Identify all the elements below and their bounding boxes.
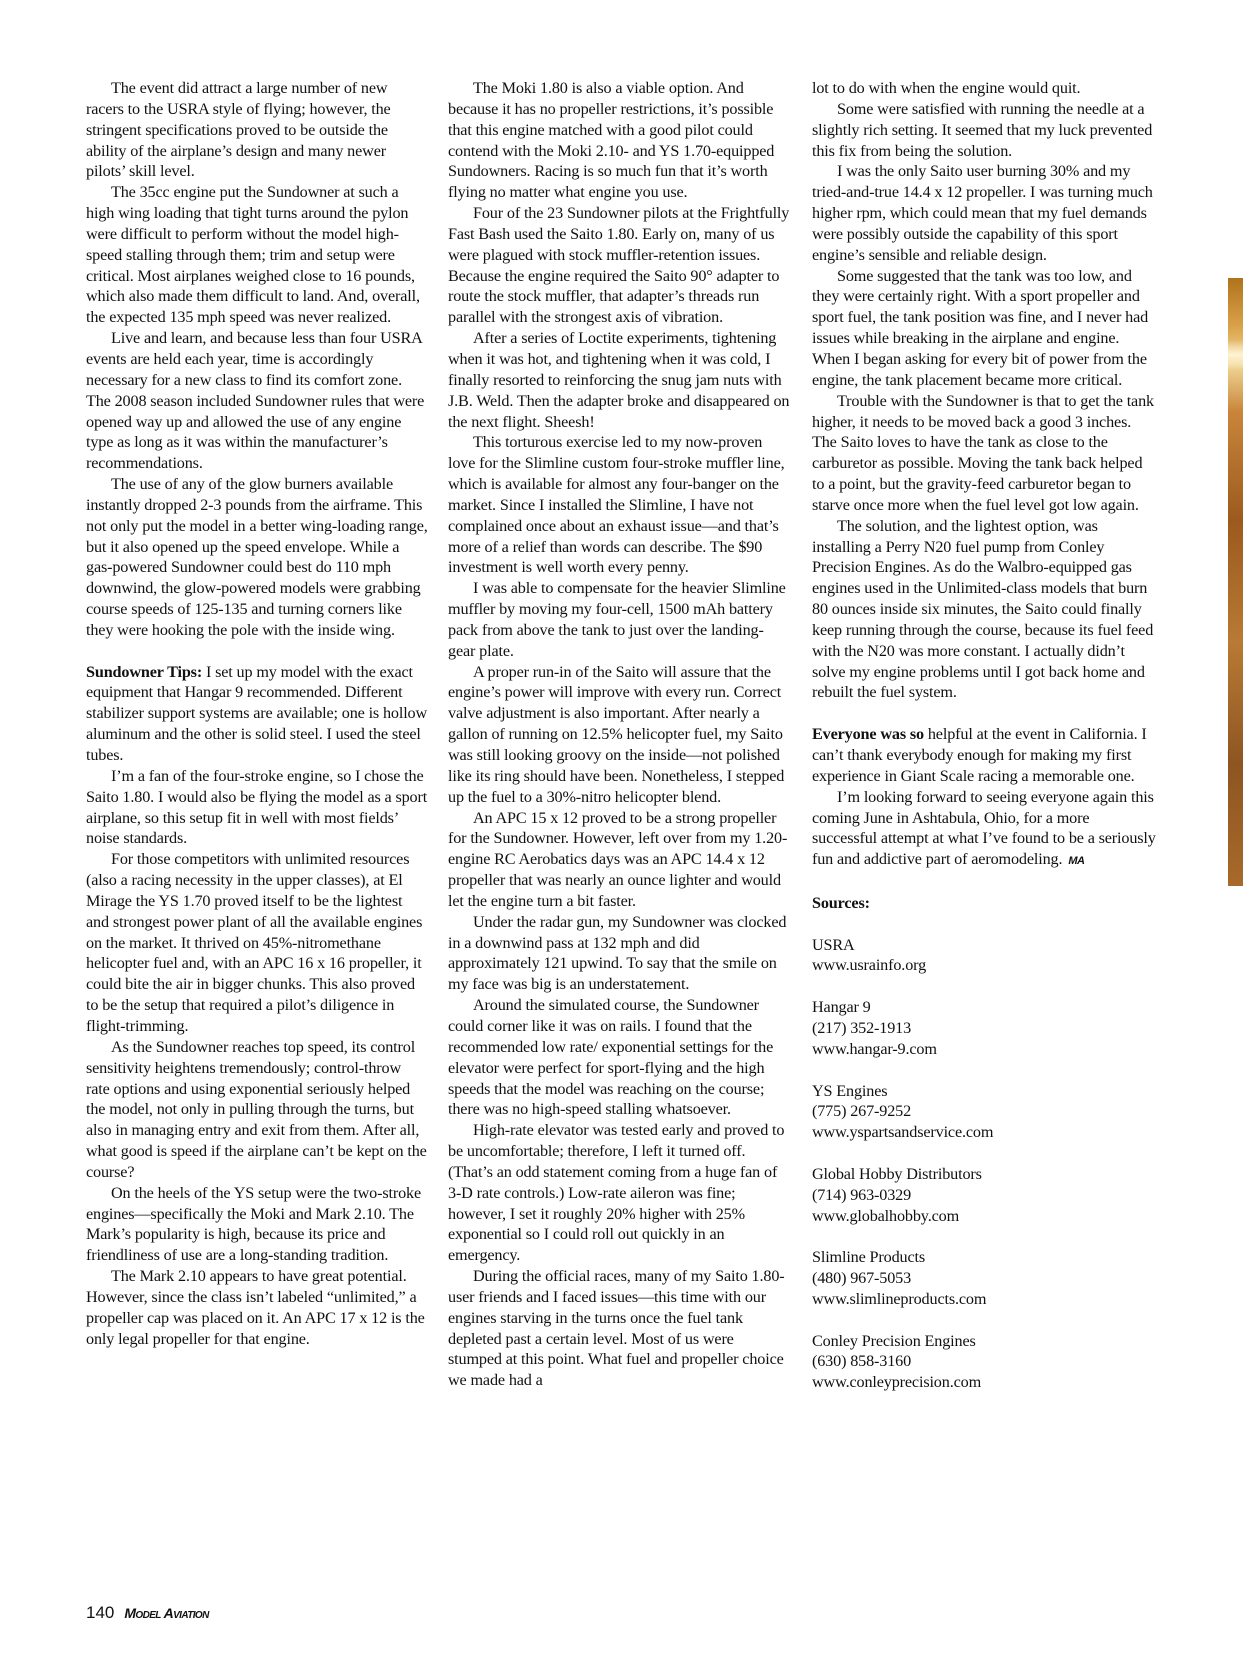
- magazine-title: Model Aviation: [124, 1605, 209, 1621]
- edge-photo-highlight: [1228, 340, 1243, 370]
- paragraph: A proper run-in of the Saito will assure that the engine’s power will improve with every run. Correct valve adjustment is also important. After nearly a gallon of running on 12.5% helicopter fuel, my Saito was still looking groovy on the inside—not polished like its ring should have been. Nonetheless, I stepped up the fuel to a 30%-nitro helicopter blend.: [448, 662, 785, 806]
- paragraph: On the heels of the YS setup were the two-stroke engines—specifically the Moki and Mark 2.10. The Mark’s popularity is high, because its price and friendliness of use are a long-standing tradition.: [86, 1183, 422, 1265]
- article-column-3: [812, 78, 1156, 1393]
- ma-signoff-logo: MA: [1068, 855, 1085, 868]
- source-name: Slimline Products: [812, 1248, 926, 1267]
- paragraph: Around the simulated course, the Sundowner could corner like it was on rails. I found that the recommended low rate/ exponential settings for the elevator were perfect for sport-flying and the high speeds that the model was reaching on the course; there was no high-speed stalling whatsoever.: [448, 996, 774, 1119]
- sources-heading-text: Sources:: [812, 893, 870, 912]
- paragraph: This torturous exercise led to my now-proven love for the Slimline custom four-stroke muffler line, which is available for almost any four-banger on the market. Since I installed the Slimline, I have not complained once about an exhaust issue—and that’s more of a relief than words can describe. The $90 investment is well worth every penny.: [448, 433, 785, 577]
- final-paragraph: [812, 787, 1156, 872]
- sundowner-tips-paragraph: [86, 662, 428, 766]
- closing-text: helpful at the event in California. I can’t thank everybody enough for making my first experience in Giant Scale racing a memorable one.: [812, 725, 1147, 785]
- source-web: www.globalhobby.com: [812, 1206, 960, 1225]
- closing-paragraph: [812, 724, 1156, 787]
- source-entry: [812, 1164, 1156, 1227]
- source-name: Conley Precision Engines: [812, 1331, 976, 1350]
- source-phone: (630) 858-3160: [812, 1352, 912, 1371]
- source-entry: [812, 1247, 1156, 1310]
- paragraph: An APC 15 x 12 proved to be a strong propeller for the Sundowner. However, left over from my 1.20-engine RC Aerobatics days was an APC 14.4 x 12 propeller that was nearly an ounce lighter and would let the engine turn a bit faster.: [448, 808, 788, 910]
- source-web: www.yspartsandservice.com: [812, 1123, 994, 1142]
- source-phone: (480) 967-5053: [812, 1269, 912, 1288]
- tips-text: I set up my model with the exact equipment that Hangar 9 recommended. Different stabilizer support systems are available; one is hollow aluminum and the other is solid steel. I used the steel tubes.: [86, 662, 428, 764]
- paragraph: Trouble with the Sundowner is that to get the tank higher, it needs to be moved back a good 3 inches. The Saito loves to have the tank as close to the carburetor as possible. Moving the tank back helped to a point, but the gravity-feed carburetor began to starve once more when the fuel level got low again.: [812, 391, 1154, 514]
- closing-lead: Everyone was so: [812, 725, 924, 744]
- paragraph: High-rate elevator was tested early and proved to be uncomfortable; therefore, I left it turned off. (That’s an odd statement coming from a huge fan of 3-D rate controls.) Low-rate aileron was fine; however, I set it roughly 20% higher with 25% exponential so I could roll out quickly in an emergency.: [448, 1121, 785, 1265]
- article-column-2: [448, 78, 790, 1391]
- source-phone: (217) 352-1913: [812, 1018, 912, 1037]
- source-entry: [812, 997, 1156, 1060]
- paragraph: I was able to compensate for the heavier Slimline muffler by moving my four-cell, 1500 mAh battery pack from above the tank to just over the landing-gear plate.: [448, 579, 786, 660]
- paragraph: The event did attract a large number of new racers to the USRA style of flying; however, the stringent specifications proved to be outside the ability of the airplane’s design and many newer pilots’ skill level.: [86, 79, 391, 181]
- source-phone: (714) 963-0329: [812, 1185, 912, 1204]
- source-name: YS Engines: [812, 1081, 888, 1100]
- source-web: www.usrainfo.org: [812, 956, 927, 975]
- page-number: 140: [86, 1603, 115, 1622]
- paragraph: The use of any of the glow burners available instantly dropped 2-3 pounds from the airframe. This not only put the model in a better wing-loading range, but it also opened up the speed envelope. While a gas-powered Sundowner could best do 110 mph downwind, the glow-powered models were grabbing course speeds of 125-135 and turning corners like they were hooking the pole with the inside wing.: [86, 475, 428, 639]
- paragraph: I’m a fan of the four-stroke engine, so I chose the Saito 1.80. I would also be flying the model as a sport airplane, so this setup fit in well with most fields’ noise standards.: [86, 766, 428, 848]
- paragraph: The Mark 2.10 appears to have great potential. However, since the class isn’t labeled “unlimited,” a propeller cap was placed on it. An APC 17 x 12 is the only legal propeller for that engine.: [86, 1267, 425, 1348]
- final-text: I’m looking forward to seeing everyone again this coming June in Ashtabula, Ohio, for a more successful attempt at what I’ve found to be a seriously fun and addictive part of aeromodeling.: [812, 787, 1156, 869]
- source-phone: (775) 267-9252: [812, 1102, 912, 1121]
- paragraph: Some were satisfied with running the needle at a slightly rich setting. It seemed that my luck prevented this fix from being the solution.: [812, 99, 1153, 160]
- source-web: www.slimlineproducts.com: [812, 1289, 987, 1308]
- paragraph: Four of the 23 Sundowner pilots at the Frightfully Fast Bash used the Saito 1.80. Early on, many of us were plagued with stock muffler-retention issues. Because the engine required the Saito 90° adapter to route the stock muffler, that adapter’s threads run parallel with the strongest axis of vibration.: [448, 204, 790, 327]
- source-name: Global Hobby Distributors: [812, 1164, 982, 1183]
- edge-photo-strip: [1228, 278, 1243, 886]
- source-entry: [812, 1331, 1156, 1394]
- sources-heading: [812, 893, 1156, 914]
- source-entry: [812, 935, 1156, 977]
- paragraph: For those competitors with unlimited resources (also a racing necessity in the upper classes), at El Mirage the YS 1.70 proved itself to be the lightest and strongest power plant of all the available engines on the market. It thrived on 45%-nitromethane helicopter fuel and, with an APC 16 x 16 propeller, it could bite the air in bigger chunks. This also proved to be the setup that required a pilot’s diligence in flight-trimming.: [86, 850, 423, 1035]
- page-footer: [86, 1603, 209, 1623]
- source-entry: [812, 1081, 1156, 1144]
- source-name: USRA: [812, 935, 855, 954]
- source-web: www.hangar-9.com: [812, 1039, 937, 1058]
- paragraph: As the Sundowner reaches top speed, its control sensitivity heightens tremendously; control-throw rate options and using exponential seriously helped the model, not only in pulling through the turns, but also in managing entry and exit from them. After all, what good is speed if the airplane can’t be kept on the course?: [86, 1037, 427, 1181]
- paragraph: During the official races, many of my Saito 1.80-user friends and I faced issues—this time with our engines starving in the turns once the fuel tank depleted past a certain level. Most of us were stumped at this point. What fuel and propeller choice we made had a: [448, 1267, 785, 1390]
- paragraph: Some suggested that the tank was too low, and they were certainly right. With a sport propeller and sport fuel, the tank position was fine, and I never had issues while breaking in the airplane and engine. When I began asking for every bit of power from the engine, the tank placement became more critical.: [812, 266, 1149, 389]
- paragraph: I was the only Saito user burning 30% and my tried-and-true 14.4 x 12 propeller. I was turning much higher rpm, which could mean that my fuel demands were possibly outside the capability of this sport engine’s sensible and reliable design.: [812, 162, 1153, 264]
- source-web: www.conleyprecision.com: [812, 1373, 982, 1392]
- paragraph: lot to do with when the engine would quit.: [812, 79, 1081, 97]
- paragraph: Live and learn, and because less than four USRA events are held each year, time is accordingly necessary for a new class to find its comfort zone. The 2008 season included Sundowner rules that were opened way up and allowed the use of any engine type as long as it was within the manufacturer’s recommendations.: [86, 329, 425, 473]
- article-column-1: [86, 78, 428, 1349]
- paragraph: Under the radar gun, my Sundowner was clocked in a downwind pass at 132 mph and did approximately 121 upwind. To say that the smile on my face was big is an understatement.: [448, 912, 787, 994]
- source-name: Hangar 9: [812, 998, 871, 1017]
- paragraph: The 35cc engine put the Sundowner at such a high wing loading that tight turns around the pylon were difficult to perform without the model high-speed stalling through them; trim and setup were critical. Most airplanes weighed close to 16 pounds, which also made them difficult to land. And, overall, the expected 135 mph speed was never realized.: [86, 183, 420, 327]
- paragraph: The Moki 1.80 is also a viable option. And because it has no propeller restrictions, it’s possible that this engine matched with a good pilot could contend with the Moki 2.10- and YS 1.70-equipped Sundowners. Racing is so much fun that it’s worth flying no matter what engine you use.: [448, 79, 775, 202]
- run-in-heading: Sundowner Tips:: [86, 662, 203, 681]
- paragraph: The solution, and the lightest option, was installing a Perry N20 fuel pump from Conley Precision Engines. As do the Walbro-equipped gas engines used in the Unlimited-class models that burn 80 ounces inside six minutes, the Saito could finally keep running through the course, because its fuel feed with the N20 was more constant. I actually didn’t solve my engine problems until I got back home and rebuilt the fuel system.: [812, 516, 1154, 702]
- paragraph: After a series of Loctite experiments, tightening when it was hot, and tightening when it was cold, I finally resorted to reinforcing the snug jam nuts with J.B. Weld. Then the adapter broke and disappeared on the next flight. Sheesh!: [448, 329, 790, 431]
